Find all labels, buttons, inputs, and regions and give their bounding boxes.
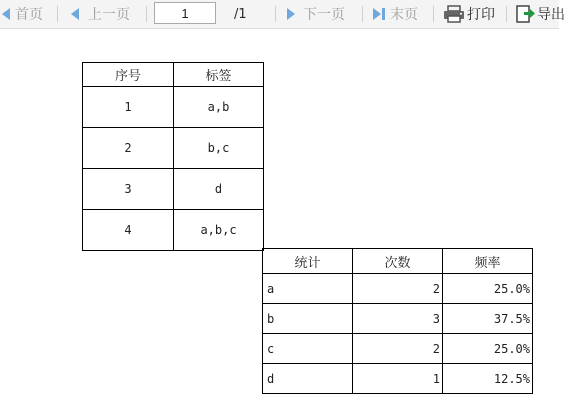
toolbar-divider — [146, 6, 147, 22]
cell-count: 3 — [353, 304, 443, 334]
next-page-label: 下一页 — [303, 7, 345, 23]
cell-frequency: 25.0% — [443, 334, 533, 364]
next-page-button[interactable] — [284, 0, 345, 28]
toolbar-divider — [506, 6, 507, 22]
page-total-label: /1 — [234, 6, 247, 22]
first-page-icon — [0, 7, 13, 21]
cell-index: 4 — [83, 210, 174, 251]
cell-frequency: 25.0% — [443, 274, 533, 304]
table-row — [263, 364, 533, 394]
last-page-label: 末页 — [390, 7, 418, 23]
report-toolbar — [0, 0, 565, 29]
toolbar-divider — [275, 6, 276, 22]
prev-page-button[interactable] — [68, 0, 130, 28]
toolbar-divider — [362, 6, 363, 22]
column-header-tags: 标签 — [174, 63, 264, 87]
page-total — [234, 0, 247, 28]
print-button[interactable] — [443, 0, 495, 28]
table-header-row — [263, 249, 533, 274]
first-page-label: 首页 — [15, 7, 43, 23]
table-row — [263, 334, 533, 364]
cell-frequency: 37.5% — [443, 304, 533, 334]
cell-index: 3 — [83, 169, 174, 210]
cell-tags: b,c — [174, 128, 264, 169]
first-page-button[interactable] — [0, 0, 43, 28]
cell-count: 1 — [353, 364, 443, 394]
column-header-stat: 统计 — [263, 249, 353, 274]
toolbar-divider — [433, 6, 434, 22]
table-header-row — [83, 63, 264, 87]
table-row — [83, 87, 264, 128]
table-row — [263, 304, 533, 334]
export-button[interactable] — [515, 0, 565, 28]
column-header-index: 序号 — [83, 63, 174, 87]
toolbar-divider — [57, 6, 58, 22]
print-label: 打印 — [467, 7, 495, 23]
table-row — [83, 128, 264, 169]
cell-stat: c — [263, 334, 353, 364]
printer-icon — [443, 5, 465, 23]
cell-stat: a — [263, 274, 353, 304]
column-header-count: 次数 — [353, 249, 443, 274]
export-icon — [515, 4, 535, 24]
cell-stat: b — [263, 304, 353, 334]
next-page-icon — [284, 7, 298, 21]
cell-tags: d — [174, 169, 264, 210]
table-row — [83, 210, 264, 251]
table-row — [83, 169, 264, 210]
statistics-table — [262, 248, 533, 394]
cell-tags: a,b,c — [174, 210, 264, 251]
cell-stat: d — [263, 364, 353, 394]
column-header-frequency: 频率 — [443, 249, 533, 274]
export-label: 导出 — [537, 7, 565, 23]
tags-table — [82, 62, 264, 251]
table-row — [263, 274, 533, 304]
cell-index: 1 — [83, 87, 174, 128]
last-page-button[interactable] — [371, 0, 418, 28]
last-page-icon — [371, 7, 387, 21]
cell-tags: a,b — [174, 87, 264, 128]
cell-frequency: 12.5% — [443, 364, 533, 394]
prev-page-icon — [68, 7, 81, 21]
page-number-input[interactable] — [154, 2, 216, 24]
cell-count: 2 — [353, 274, 443, 304]
cell-index: 2 — [83, 128, 174, 169]
prev-page-label: 上一页 — [88, 7, 130, 23]
cell-count: 2 — [353, 334, 443, 364]
